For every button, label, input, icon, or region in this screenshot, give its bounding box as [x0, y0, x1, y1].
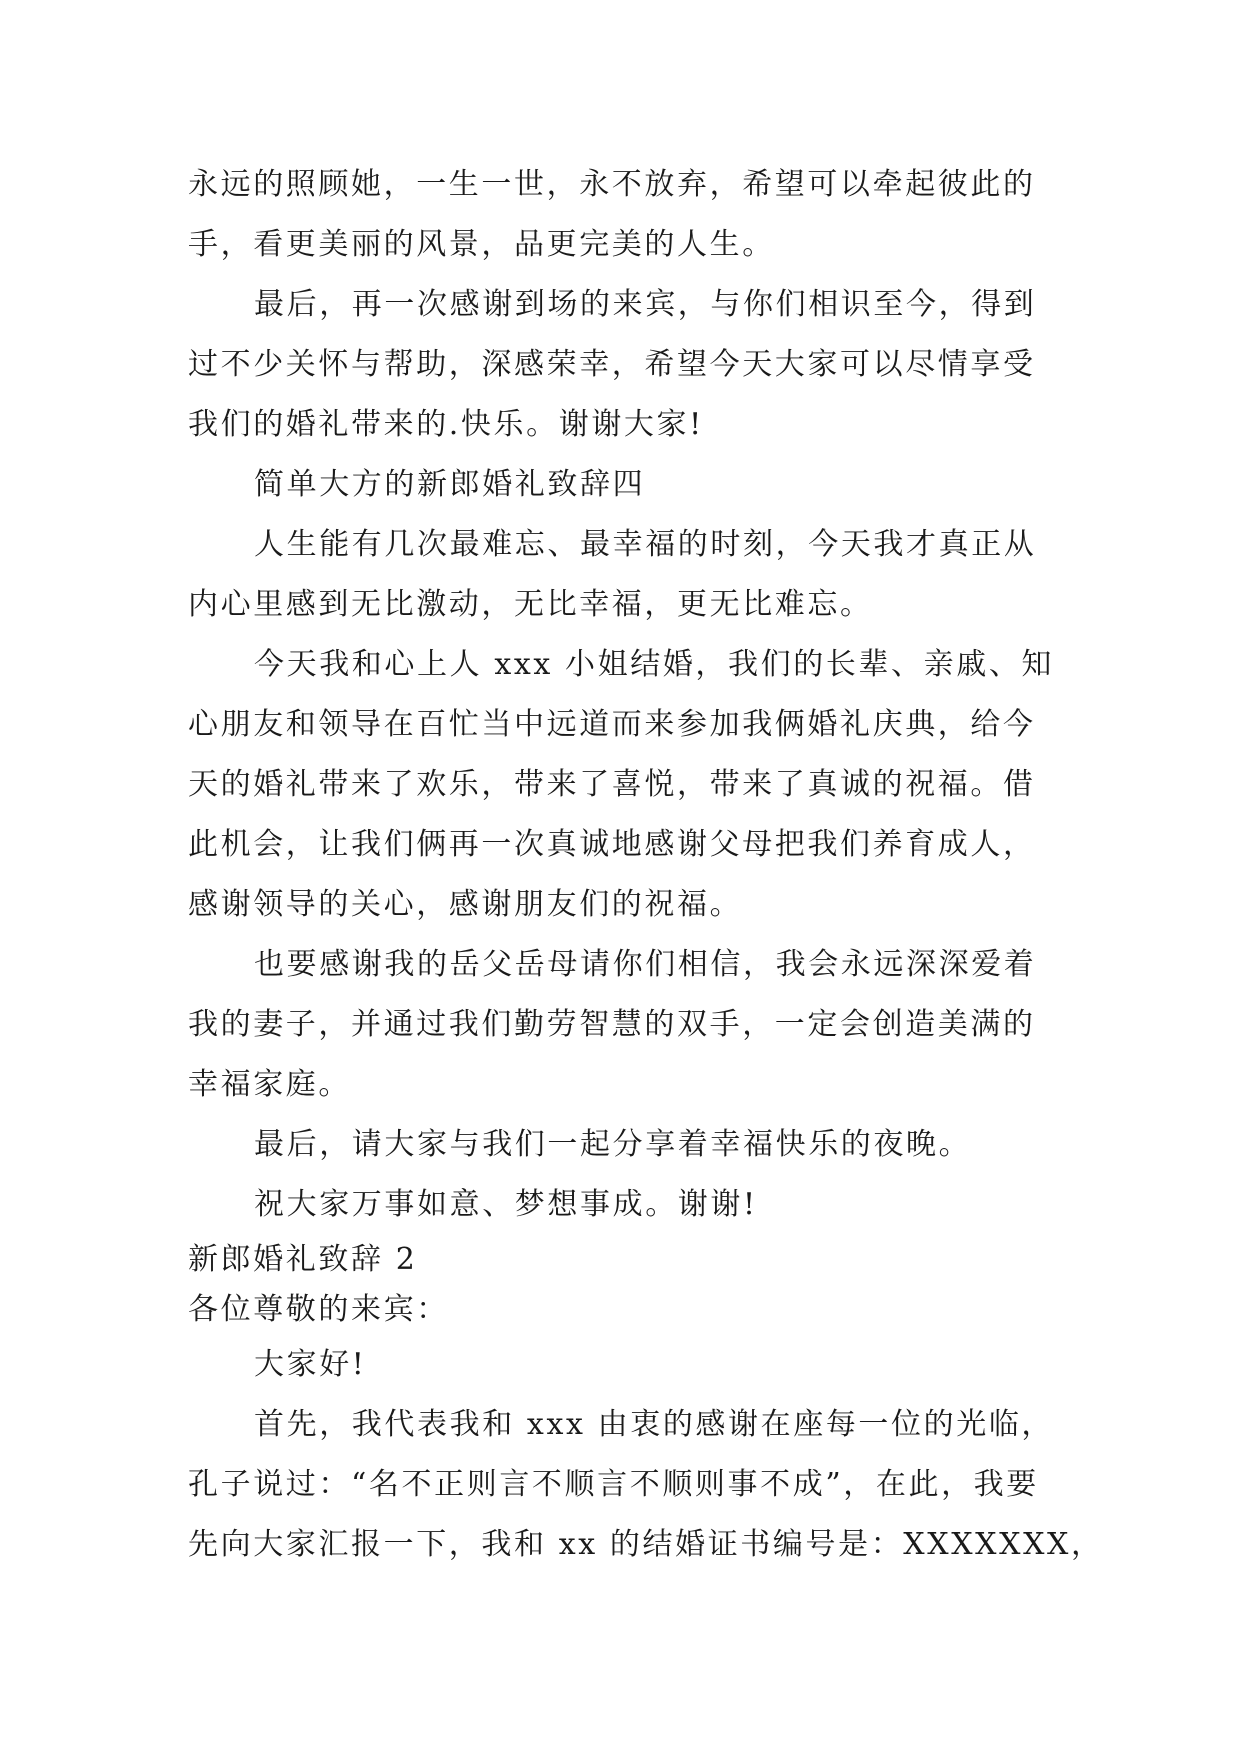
text-line: 幸福家庭。	[188, 1067, 351, 1102]
text-line: 感谢领导的关心，感谢朋友们的祝福。	[188, 887, 743, 922]
text-line: 今天我和心上人 xxx 小姐结婚，我们的长辈、亲戚、知	[254, 647, 1055, 682]
text-line: 也要感谢我的岳父岳母请你们相信，我会永远深深爱着	[254, 947, 1037, 982]
text-line: 内心里感到无比激动，无比幸福，更无比难忘。	[188, 587, 873, 622]
text-line: 我们的婚礼带来的.快乐。谢谢大家!	[188, 407, 704, 442]
text-line: 永远的照顾她，一生一世，永不放弃，希望可以牵起彼此的	[188, 167, 1036, 202]
greeting: 大家好!	[254, 1347, 367, 1382]
text-line: 先向大家汇报一下，我和 xx 的结婚证书编号是：XXXXXXX，	[188, 1527, 1104, 1562]
text-line: 过不少关怀与帮助，深感荣幸，希望今天大家可以尽情享受	[188, 347, 1036, 382]
text-line: 我的妻子，并通过我们勤劳智慧的双手，一定会创造美满的	[188, 1007, 1036, 1042]
section-title: 新郎婚礼致辞 2	[188, 1242, 418, 1277]
text-line: 天的婚礼带来了欢乐，带来了喜悦，带来了真诚的祝福。借	[188, 767, 1036, 802]
text-line: 此机会，让我们俩再一次真诚地感谢父母把我们养育成人，	[188, 827, 1036, 862]
text-line: 人生能有几次最难忘、最幸福的时刻，今天我才真正从	[254, 527, 1037, 562]
text-line: 祝大家万事如意、梦想事成。谢谢!	[254, 1187, 758, 1222]
section-heading: 简单大方的新郎婚礼致辞四	[254, 467, 646, 502]
text-line: 最后，请大家与我们一起分享着幸福快乐的夜晚。	[254, 1127, 972, 1162]
text-line: 心朋友和领导在百忙当中远道而来参加我俩婚礼庆典，给今	[188, 707, 1036, 742]
text-line: 孔子说过：“名不正则言不顺言不顺则事不成”，在此，我要	[188, 1467, 1039, 1502]
text-line: 首先，我代表我和 xxx 由衷的感谢在座每一位的光临，	[254, 1407, 1055, 1442]
text-line: 手，看更美丽的风景，品更完美的人生。	[188, 227, 775, 262]
text-line: 最后，再一次感谢到场的来宾，与你们相识至今，得到	[254, 287, 1037, 322]
salutation: 各位尊敬的来宾：	[188, 1292, 449, 1327]
